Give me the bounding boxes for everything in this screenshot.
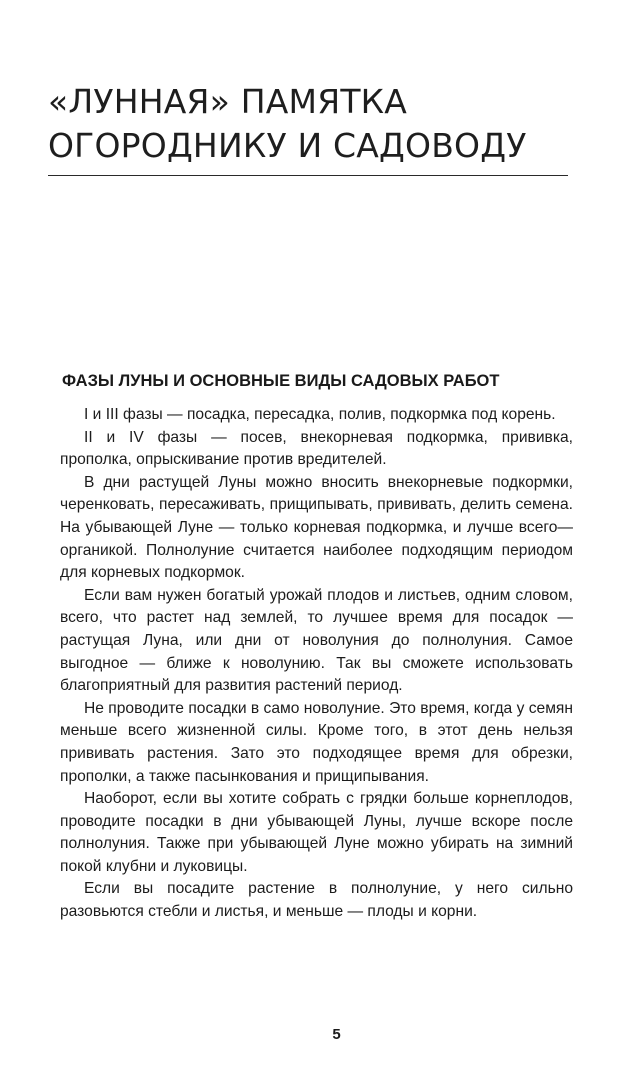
title-divider	[48, 175, 568, 176]
paragraph-5: Не проводите посадки в само новолуние. Это время, когда у семян меньше всего жизненной силы. Кроме того, в этот день нельзя прививать растения. Зато это подходящее время для обрезки, прополки, а также пасынкования и прищипывания.	[60, 699, 573, 785]
chapter-title	[48, 80, 588, 168]
paragraph-7: Если вы посадите растение в полнолуние, у него сильно разовьются стебли и листья, и меньше — плоды и корни.	[60, 880, 573, 921]
paragraph-2: II и IV фазы — посев, внекорневая подкормка, прививка, прополка, опрыскивание против вредителей.	[60, 428, 573, 469]
page-number: 5	[332, 1026, 341, 1043]
section-heading: ФАЗЫ ЛУНЫ И ОСНОВНЫЕ ВИДЫ САДОВЫХ РАБОТ	[62, 372, 500, 390]
chapter-title-line-1: «ЛУННАЯ» ПАМЯТКА	[48, 82, 408, 121]
paragraph-6: Наоборот, если вы хотите собрать с грядки больше корнеплодов, проводите посадки в дни убывающей Луны, лучше вскоре после полнолуния. Также при убывающей Луне можно убирать на зимний покой клубни и луковицы.	[60, 790, 573, 875]
body-text	[60, 404, 573, 924]
chapter-title-line-2: ОГОРОДНИКУ И САДОВОДУ	[48, 126, 527, 165]
paragraph-4: Если вам нужен богатый урожай плодов и листьев, одним словом, всего, что растет над землей, то лучшее время для посадок — растущая Луна, или дни от новолуния до полнолуния. Самое выгодное — ближе к новолунию. Так вы сможете использовать благоприятный для развития растений период.	[60, 586, 573, 695]
paragraph-3: В дни растущей Луны можно вносить внекорневые подкормки, черенковать, пересаживать, прищипывать, прививать, делить семена. На убывающей Луне — только корневая подкормка, и лучше всего— органикой. Полнолуние считается наиболее подходящим периодом для корневых подкормок.	[60, 473, 573, 582]
paragraph-1: I и III фазы — посадка, пересадка, полив, подкормка под корень.	[84, 406, 556, 423]
